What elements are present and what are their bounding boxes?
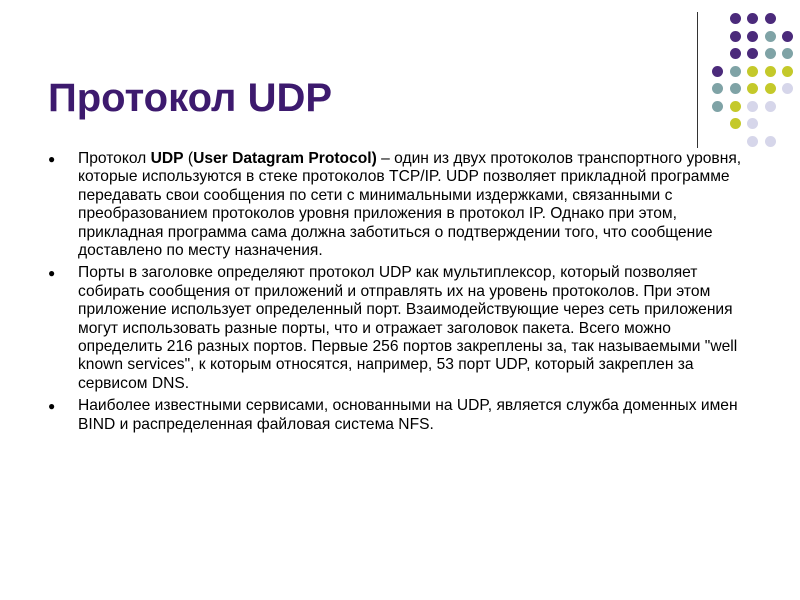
decorative-dot-icon bbox=[730, 13, 741, 24]
bullet-item bbox=[48, 397, 758, 434]
decorative-dot-icon bbox=[782, 31, 793, 42]
decorative-dot-icon bbox=[765, 31, 776, 42]
decorative-dot-icon bbox=[747, 13, 758, 24]
bullet-marker-icon: ● bbox=[48, 266, 56, 281]
bullet-list bbox=[48, 150, 758, 438]
bullet-text: Наиболее известными сервисами, основанными на UDP, является служба доменных имен BIND и распределенная файловая система NFS. bbox=[78, 397, 738, 433]
bullet-item bbox=[48, 264, 758, 393]
decorative-dot-icon bbox=[730, 118, 741, 129]
decorative-dot-icon bbox=[712, 83, 723, 94]
decorative-dot-icon bbox=[747, 136, 758, 147]
bullet-text: UDP bbox=[150, 150, 184, 167]
slide-title: Протокол UDP bbox=[48, 76, 333, 120]
decorative-dot-icon bbox=[712, 66, 723, 77]
decorative-dot-icon bbox=[730, 83, 741, 94]
bullet-text: Протокол bbox=[78, 150, 151, 167]
decorative-dot-icon bbox=[782, 66, 793, 77]
decorative-dot-icon bbox=[747, 83, 758, 94]
decorative-dot-icon bbox=[765, 101, 776, 112]
bullet-text: – один из двух протоколов транспортного уровня, которые используются в стеке протоколов TCP/IP. UDP позволяет прикладной программе передавать свои сообщения по сети с минимальными издержками, связанными с преобразованием протоколов уровня приложения в протокол IP. Однако при этом, прикладная программа сама должна заботиться о подтверждении того, что сообщение доставлено по месту назначения. bbox=[78, 150, 742, 260]
decorative-vertical-line bbox=[697, 12, 698, 148]
decorative-dot-icon bbox=[747, 31, 758, 42]
decorative-dot-icon bbox=[730, 66, 741, 77]
decorative-dot-icon bbox=[747, 66, 758, 77]
bullet-text: ( bbox=[183, 150, 194, 167]
decorative-dot-icon bbox=[730, 101, 741, 112]
decorative-dot-icon bbox=[747, 118, 758, 129]
decorative-dot-icon bbox=[782, 83, 793, 94]
decorative-dot-icon bbox=[747, 48, 758, 59]
decorative-dot-icon bbox=[765, 136, 776, 147]
bullet-text: User Datagram Protocol) bbox=[193, 150, 377, 167]
decorative-dot-icon bbox=[765, 66, 776, 77]
decorative-dot-icon bbox=[730, 31, 741, 42]
bullet-marker-icon: ● bbox=[48, 152, 56, 166]
decorative-dot-icon bbox=[765, 13, 776, 24]
decorative-dot-icon bbox=[730, 48, 741, 59]
bullet-text: Порты в заголовке определяют протокол UDP как мультиплексор, который позволяет собирать сообщения от приложений и отправлять их на уровень протоколов. При этом приложение использует определенный порт. Взаимодействующие через сеть приложения могут использовать разные порты, что и отражает заголовок пакета. Всего можно определить 216 разных портов. Первые 256 портов закреплены за, так называемыми "well known services", к которым относятся, например, 53 порт UDP, который закреплен за сервисом DNS. bbox=[78, 264, 738, 392]
decorative-dot-icon bbox=[712, 101, 723, 112]
decorative-dot-icon bbox=[765, 83, 776, 94]
decorative-dot-icon bbox=[782, 48, 793, 59]
bullet-item bbox=[48, 150, 758, 260]
bullet-marker-icon: ● bbox=[48, 399, 56, 414]
decorative-dot-icon bbox=[747, 101, 758, 112]
decorative-dot-icon bbox=[765, 48, 776, 59]
